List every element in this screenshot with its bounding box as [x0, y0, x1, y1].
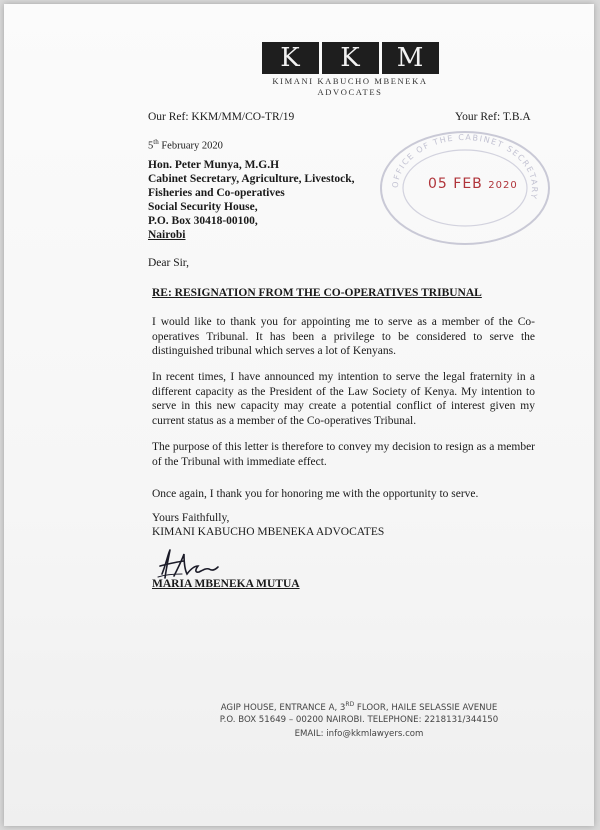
your-reference: Your Ref: T.B.A [455, 111, 531, 123]
addressee-line: Social Security House, [148, 201, 258, 213]
firm-logo [262, 42, 439, 74]
footer-email: EMAIL: info@kkmlawyers.com [294, 729, 424, 739]
body-paragraph: The purpose of this letter is therefore to convey my decision to resign as a member of the Tribunal with immediate effect. [152, 441, 535, 468]
signatory-name: MARIA MBENEKA MUTUA [152, 578, 300, 590]
logo-letter-k1: K [262, 42, 319, 74]
body-paragraph: Once again, I thank you for honoring me with the opportunity to serve. [152, 488, 479, 500]
addressee-line: Hon. Peter Munya, M.G.H [148, 159, 280, 171]
body-paragraph: In recent times, I have announced my intention to serve the legal fraternity in a different capacity as the President of the Law Society of Kenya. My intention to serve in this new capacity may create a potential conflict of interest given my current status as a member of the Co-operatives Tribunal. [152, 371, 535, 427]
body-paragraph: I would like to thank you for appointing me to serve as a member of the Co-operatives Tribunal. It has been a privilege to be considered to serve the distinguished tribunal which serves a lot of Kenyans. [152, 316, 535, 357]
subject-line: RE: RESIGNATION FROM THE CO-OPERATIVES TRIBUNAL [152, 287, 482, 299]
letter-date: 5th February 2020 [148, 138, 223, 152]
addressee-city: Nairobi [148, 229, 186, 241]
closing-firm: KIMANI KABUCHO MBENEKA ADVOCATES [152, 526, 385, 538]
sign-off: Yours Faithfully, [152, 512, 230, 524]
salutation: Dear Sir, [148, 257, 190, 269]
addressee-line: P.O. Box 30418-00100, [148, 215, 258, 227]
logo-letter-m: M [382, 42, 439, 74]
firm-designation: ADVOCATES [317, 87, 383, 97]
svg-text:OFFICE OF THE CABINET SECRETAR: OFFICE OF THE CABINET SECRETARY [390, 132, 540, 201]
firm-name: KIMANI KABUCHO MBENEKA [272, 76, 428, 86]
logo-letter-k2: K [322, 42, 379, 74]
letter-page [4, 4, 594, 826]
our-reference: Our Ref: KKM/MM/CO-TR/19 [148, 111, 295, 123]
footer-address: AGIP HOUSE, ENTRANCE A, 3RD FLOOR, HAILE SELASSIE AVENUE [220, 701, 498, 713]
addressee-line: Cabinet Secretary, Agriculture, Livestock, [148, 173, 355, 185]
addressee-line: Fisheries and Co-operatives [148, 187, 285, 199]
footer-contact: P.O. BOX 51649 – 00200 NAIROBI. TELEPHONE: 2218131/344150 [219, 715, 499, 725]
stamp-date: 05 FEB 2020 [428, 176, 518, 192]
